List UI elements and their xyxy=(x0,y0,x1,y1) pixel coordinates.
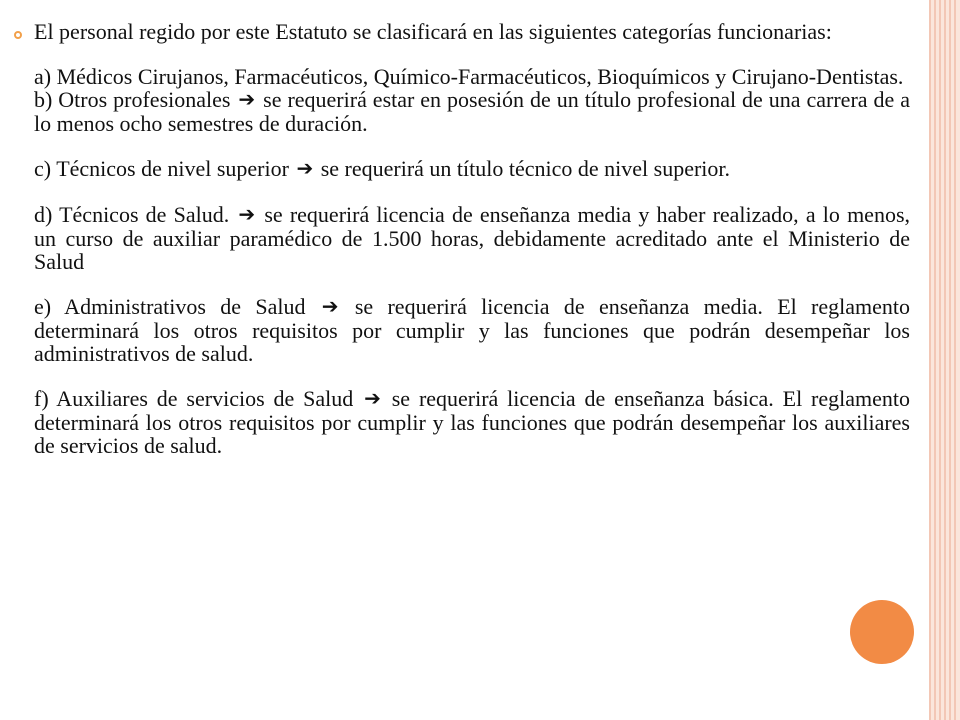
category-b xyxy=(34,88,910,135)
category-d xyxy=(34,203,910,273)
slide-content xyxy=(14,20,910,457)
category-a: a) Médicos Cirujanos, Farmacéuticos, Químico-Farmacéuticos, Bioquímicos y Cirujano-Dentistas. xyxy=(34,64,904,89)
category-f-requirement: se requerirá licencia de enseñanza básica. El reglamento determinará los otros requisitos por cumplir y las funciones que podrán desempeñar los auxiliares de servicios de salud. xyxy=(34,386,911,458)
border-line xyxy=(934,0,936,720)
arrow-icon: ➔ xyxy=(238,202,256,226)
intro-paragraph: El personal regido por este Estatuto se clasificará en las siguientes categorías funcionarias: xyxy=(34,19,832,44)
paragraph-spacer xyxy=(34,365,910,387)
body-text xyxy=(34,20,910,457)
category-d-label: d) Técnicos de Salud. xyxy=(34,202,230,227)
arrow-icon: ➔ xyxy=(321,294,339,318)
border-line xyxy=(939,0,941,720)
arrow-icon: ➔ xyxy=(238,87,256,111)
category-e xyxy=(34,295,910,365)
category-f-label: f) Auxiliares de servicios de Salud xyxy=(34,386,354,411)
category-c-label: c) Técnicos de nivel superior xyxy=(34,156,289,181)
category-d-requirement: se requerirá licencia de enseñanza media y haber realizado, a lo menos, un curso de auxiliar paramédico de 1.500 horas, debidamente acreditado ante el Ministerio de Salud xyxy=(34,202,911,274)
decorative-circle-icon xyxy=(850,600,914,664)
border-line xyxy=(954,0,956,720)
category-c-requirement: se requerirá un título técnico de nivel superior. xyxy=(320,156,731,181)
category-f xyxy=(34,387,910,457)
arrow-icon: ➔ xyxy=(296,156,314,180)
category-b-requirement: se requerirá estar en posesión de un título profesional de una carrera de a lo menos ocho semestres de duración. xyxy=(34,87,910,136)
category-e-requirement: se requerirá licencia de enseñanza media. El reglamento determinará los otros requisitos por cumplir y las funciones que podrán desempeñar los administrativos de salud. xyxy=(34,294,911,366)
border-line xyxy=(949,0,951,720)
bullet-icon xyxy=(14,31,22,39)
category-c xyxy=(34,157,910,181)
border-line xyxy=(944,0,946,720)
category-e-label: e) Administrativos de Salud xyxy=(34,294,306,319)
bullet-row xyxy=(14,20,910,457)
border-line xyxy=(929,0,931,720)
arrow-icon: ➔ xyxy=(364,386,381,410)
category-b-label: b) Otros profesionales xyxy=(34,87,231,112)
